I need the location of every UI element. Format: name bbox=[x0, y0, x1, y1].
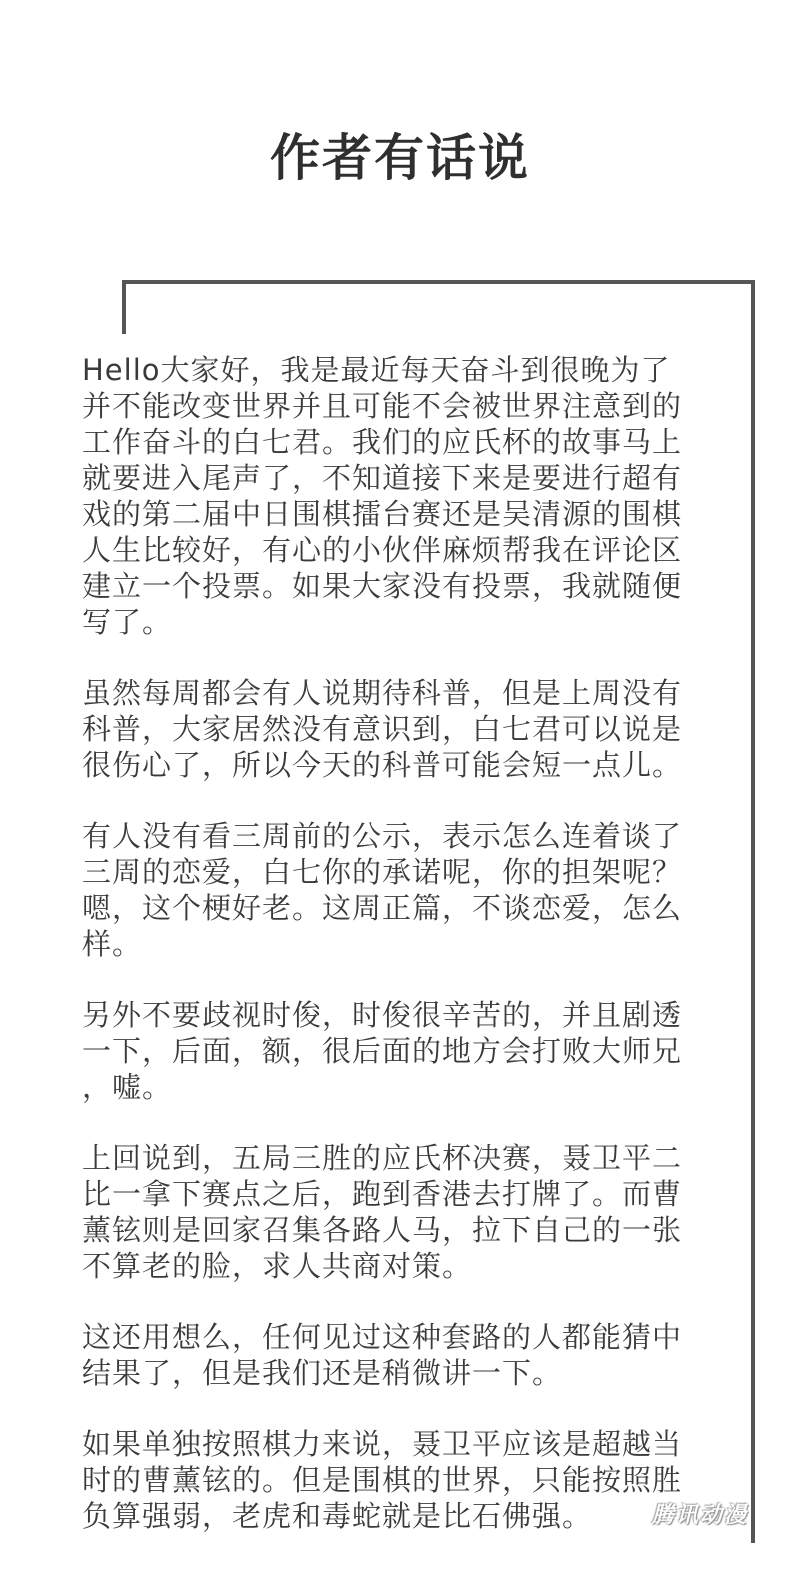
text-line: 工作奋斗的白七君。我们的应氏杯的故事马上 bbox=[82, 425, 683, 459]
text-line: 三周的恋爱，白七你的承诺呢，你的担架呢？ bbox=[82, 855, 683, 889]
text-line: ，嘘。 bbox=[82, 1070, 173, 1104]
text-line: 科普，大家居然没有意识到，白七君可以说是 bbox=[82, 712, 683, 746]
text-line: 如果单独按照棋力来说，聂卫平应该是超越当 bbox=[82, 1427, 683, 1461]
text-line: 有人没有看三周前的公示，表示怎么连着谈了 bbox=[82, 819, 683, 853]
text-line: 人生比较好，有心的小伙伴麻烦帮我在评论区 bbox=[82, 533, 683, 567]
paragraph-7 bbox=[82, 1426, 722, 1534]
text-line: 薰铉则是回家召集各路人马，拉下自己的一张 bbox=[82, 1213, 683, 1247]
text-line: 时的曹薰铉的。但是围棋的世界，只能按照胜 bbox=[82, 1463, 683, 1497]
paragraph-5 bbox=[82, 1140, 722, 1284]
frame-left-border bbox=[122, 280, 126, 334]
text-line: 不算老的脸，求人共商对策。 bbox=[82, 1249, 473, 1283]
text-line: 并不能改变世界并且可能不会被世界注意到的 bbox=[82, 389, 683, 423]
text-line: 这还用想么，任何见过这种套路的人都能猜中 bbox=[82, 1320, 683, 1354]
paragraph-4 bbox=[82, 997, 722, 1105]
paragraph-6 bbox=[82, 1319, 722, 1391]
text-line: 很伤心了，所以今天的科普可能会短一点儿。 bbox=[82, 748, 683, 782]
text-line: 一下，后面，额，很后面的地方会打败大师兄 bbox=[82, 1034, 683, 1068]
text-line: 样。 bbox=[82, 927, 143, 961]
paragraph-1 bbox=[82, 352, 722, 640]
text-line: 结果了，但是我们还是稍微讲一下。 bbox=[82, 1356, 563, 1390]
paragraph-3 bbox=[82, 818, 722, 962]
watermark-logo: 腾讯动漫 bbox=[652, 1503, 749, 1528]
text-line: 另外不要歧视时俊，时俊很辛苦的，并且剧透 bbox=[82, 998, 683, 1032]
text-line: Hello大家好，我是最近每天奋斗到很晚为了 bbox=[82, 353, 671, 387]
text-line: 就要进入尾声了，不知道接下来是要进行超有 bbox=[82, 461, 683, 495]
frame-top-border bbox=[122, 280, 755, 284]
text-line: 上回说到，五局三胜的应氏杯决赛，聂卫平二 bbox=[82, 1141, 683, 1175]
page-title: 作者有话说 bbox=[270, 128, 530, 187]
text-line: 嗯，这个梗好老。这周正篇，不谈恋爱，怎么 bbox=[82, 891, 683, 925]
text-line: 负算强弱，老虎和毒蛇就是比石佛强。 bbox=[82, 1499, 593, 1533]
author-note-body bbox=[82, 352, 722, 1569]
text-line: 建立一个投票。如果大家没有投票，我就随便 bbox=[82, 569, 683, 603]
text-line: 虽然每周都会有人说期待科普，但是上周没有 bbox=[82, 676, 683, 710]
text-line: 写了。 bbox=[82, 605, 173, 639]
text-line: 比一拿下赛点之后，跑到香港去打牌了。而曹 bbox=[82, 1177, 683, 1211]
text-line: 戏的第二届中日围棋擂台赛还是吴清源的围棋 bbox=[82, 497, 683, 531]
frame-right-border bbox=[751, 280, 755, 1543]
paragraph-2 bbox=[82, 675, 722, 783]
